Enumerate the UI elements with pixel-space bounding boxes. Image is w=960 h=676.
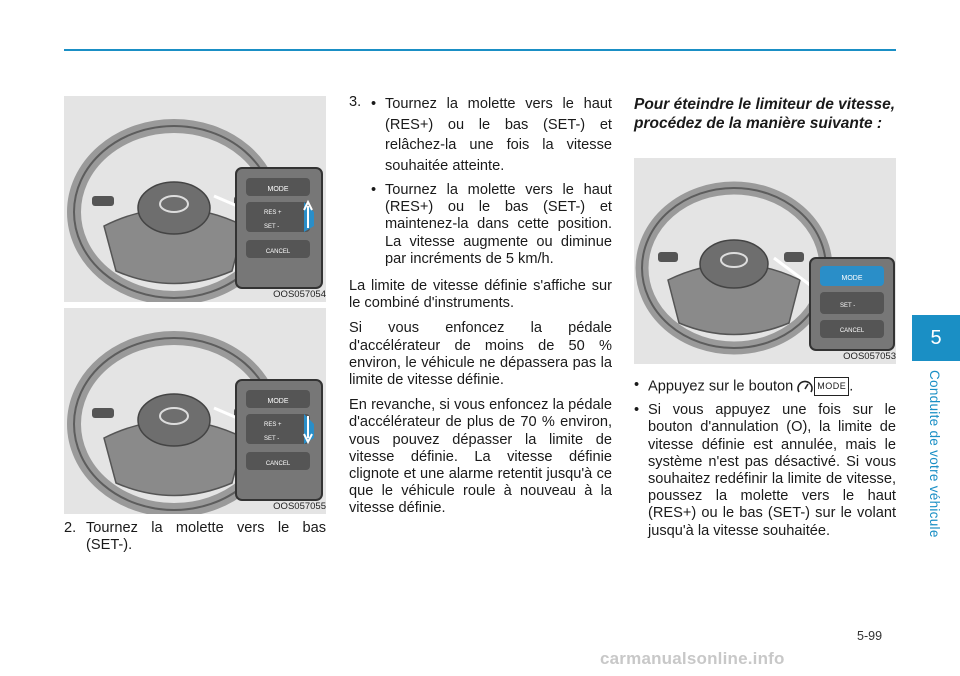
steering-wheel-illustration (634, 158, 896, 364)
bullet-text: Si vous appuyez une fois sur le bouton d'annulation (O), la limite de vitesse définie est annulée, mais le système n'est pas désactivé. Si vous souhaitez redéfinir la limite de vitesse, poussez la molette vers le haut (RES+) ou le bas (SET-) sur le volant jusqu'à la vitesse souhaitée. (648, 402, 896, 539)
paragraph: En revanche, si vous enfoncez la pédale d'accélérateur de plus de 70 % environ, vous pouvez dépasser la limite de vitesse définie. La vitesse définie clignote et une alarme retentit jusqu'à ce que le véhicule roule à nouveau à la vitesse définie. (349, 397, 612, 517)
set-label: SET - (264, 436, 280, 442)
steering-wheel-illustration (64, 96, 326, 302)
figure-caption: OOS057054 (273, 289, 326, 300)
list-item (634, 402, 896, 540)
figure-steering-wheel-res (64, 96, 326, 302)
watermark: carmanualsonline.info (600, 649, 785, 668)
mode-label: MODE (841, 275, 863, 282)
bullet-text: Tournez la molette vers le haut (RES+) ou le bas (SET-) et maintenez-la dans cette position. La vitesse augmente ou diminue par incréments de 5 km/h. (385, 182, 612, 267)
figure-steering-wheel-set (64, 308, 326, 514)
list-item (371, 182, 612, 268)
cancel-label: CANCEL (839, 328, 865, 334)
bullet-punctuation: . (849, 378, 854, 395)
chapter-title: Conduite de votre véhicule (927, 370, 942, 538)
cancel-label: CANCEL (265, 249, 291, 255)
bullet-icon: • (371, 96, 377, 112)
bullet-icon: • (634, 402, 640, 419)
figure-steering-wheel-mode (634, 158, 896, 364)
mode-label: MODE (267, 398, 289, 405)
step-number: 3. (349, 94, 362, 110)
res-label: RES + (264, 422, 282, 428)
figure-caption: OOS057055 (273, 501, 326, 512)
res-label: RES + (264, 210, 282, 216)
list-item (634, 377, 896, 396)
right-column-text (634, 377, 896, 546)
step-2 (64, 520, 326, 554)
left-column-text (64, 520, 326, 554)
figure-caption: OOS057053 (843, 351, 896, 362)
step-number: 2. (64, 520, 77, 536)
page-number: 5-99 (857, 629, 883, 643)
middle-column-text (349, 94, 612, 526)
mode-label: MODE (267, 186, 289, 193)
bullet-icon: • (634, 377, 640, 393)
bullet-icon: • (371, 182, 377, 198)
chapter-tab: 5 (912, 315, 960, 361)
bullet-text: Appuyez sur le bouton (648, 378, 794, 395)
paragraph: La limite de vitesse définie s'affiche sur le combiné d'instruments. (349, 278, 612, 312)
section-heading: Pour éteindre le limiteur de vitesse, procédez de la manière suivante : (634, 96, 896, 132)
step-3 (349, 94, 612, 274)
bullet-text: Tournez la molette vers le haut (RES+) ou le bas (SET-) et relâchez-la une fois la vitesse souhaitée atteinte. (385, 96, 612, 174)
steering-wheel-illustration (64, 308, 326, 514)
mode-icon-label: MODE (814, 377, 849, 396)
step-text: Tournez la molette vers le bas (SET-). (86, 520, 326, 554)
list-item (371, 94, 612, 176)
set-label: SET - (840, 303, 856, 309)
set-label: SET - (264, 224, 280, 230)
paragraph: Si vous enfoncez la pédale d'accélérateur de moins de 50 % environ, le véhicule ne dépassera pas la limite de vitesse définie. (349, 320, 612, 389)
header-rule (64, 49, 896, 51)
speed-limiter-mode-icon (797, 377, 849, 396)
cancel-label: CANCEL (265, 461, 291, 467)
